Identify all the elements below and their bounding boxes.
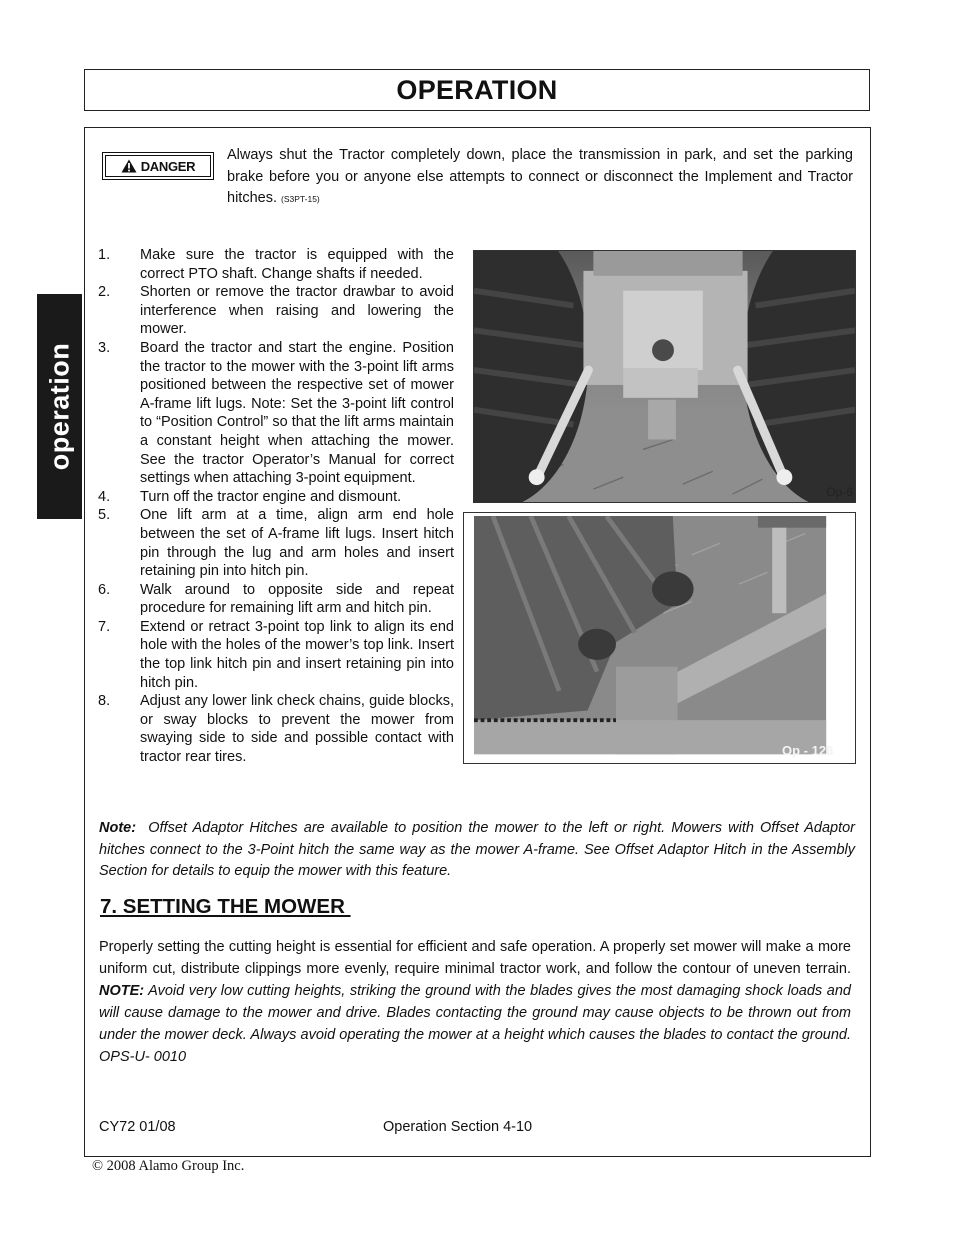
side-tab <box>37 294 82 519</box>
list-item: 5. One lift arm at a time, align arm end hole between the set of A-frame lift lugs. Insert hitch pin through the lug and arm holes and insert retaining pin into hitch pin. <box>98 507 454 580</box>
section-note-text: Avoid very low cutting heights, striking the ground with the blades gives the most damaging shock loads and will cause damage to the mower and drive. Blades contacting the ground may cause objects to be thrown out from under the mower deck. Always avoid operating the mower at a height which causes the blades to contact the ground. OPS-U- 0010 <box>99 983 851 1065</box>
list-item: 6. Walk around to opposite side and repeat procedure for remaining lift arm and hitch pin. <box>98 581 454 617</box>
list-item: 7. Extend or retract 3-point top link to align its end hole with the holes of the mower’s top link. Insert the top link hitch pin and insert retaining pin into hitch pin. <box>98 618 454 691</box>
tractor-hitch-photo <box>473 250 856 503</box>
note-label: Note: <box>99 820 137 836</box>
footer-page-ref: Operation Section 4-10 <box>383 1119 533 1135</box>
hitch-steps-list <box>98 246 454 767</box>
danger-message-text: Always shut the Tractor completely down, place the transmission in park, and set the parking brake before you or anyone else attempts to connect or disconnect the Implement and Tractor hitches. <box>227 147 853 206</box>
footer-doc-code: CY72 01/08 <box>99 1119 176 1135</box>
page-title: OPERATION <box>396 74 558 105</box>
danger-label: DANGER <box>140 158 196 174</box>
side-tab-label: operation <box>44 342 75 471</box>
section-intro: Properly setting the cutting height is essential for efficient and safe operation. A properly set mower will make a more uniform cut, distribute clippings more evenly, require minimal tractor work, and follow the contour of uneven terrain. <box>99 939 851 977</box>
section-note-label: NOTE: <box>99 983 145 999</box>
section-heading: 7. SETTING THE MOWER <box>100 895 351 918</box>
photo-label: Op-6 <box>826 485 853 499</box>
list-item: 2. Shorten or remove the tractor drawbar to avoid interference when raising and lowering the mower. <box>98 284 454 338</box>
note-text: Offset Adaptor Hitches are available to position the mower to the left or right. Mowers with Offset Adaptor hitches connect to the 3-Point hitch the same way as the mower A-frame. See Offset Adaptor Hitch in the Assembly Section for details to equip the mower with this feature. <box>99 820 855 879</box>
hitch-pin-photo <box>463 512 856 764</box>
list-item: 4. Turn off the tractor engine and dismount. <box>98 488 402 505</box>
list-item: 3. Board the tractor and start the engine. Position the tractor to the mower with the 3-point lift arms positioned between the respective set of mower A-frame lift lugs. Note: Set the 3-point lift control to “Position Control” so that the lift arms maintain a constant height when attaching the mower. See the tractor Operator’s Manual for correct settings when attaching 3-point equipment. <box>98 339 454 487</box>
danger-code: (S3PT-15) <box>281 194 320 204</box>
setting-mower-paragraph <box>99 936 851 1068</box>
photo-label: Op - 128 <box>782 743 834 758</box>
danger-badge <box>102 152 214 180</box>
warning-triangle-icon <box>121 159 137 173</box>
list-item: 1. Make sure the tractor is equipped with the correct PTO shaft. Change shafts if needed. <box>98 247 454 282</box>
copyright-notice: © 2008 Alamo Group Inc. <box>92 1158 245 1174</box>
list-item: 8. Adjust any lower link check chains, guide blocks, or sway blocks to prevent the mower from swaying side to side and possible contact with tractor rear tires. <box>98 693 454 766</box>
danger-message <box>227 145 853 211</box>
note-paragraph <box>99 818 855 883</box>
header-box <box>84 69 870 111</box>
